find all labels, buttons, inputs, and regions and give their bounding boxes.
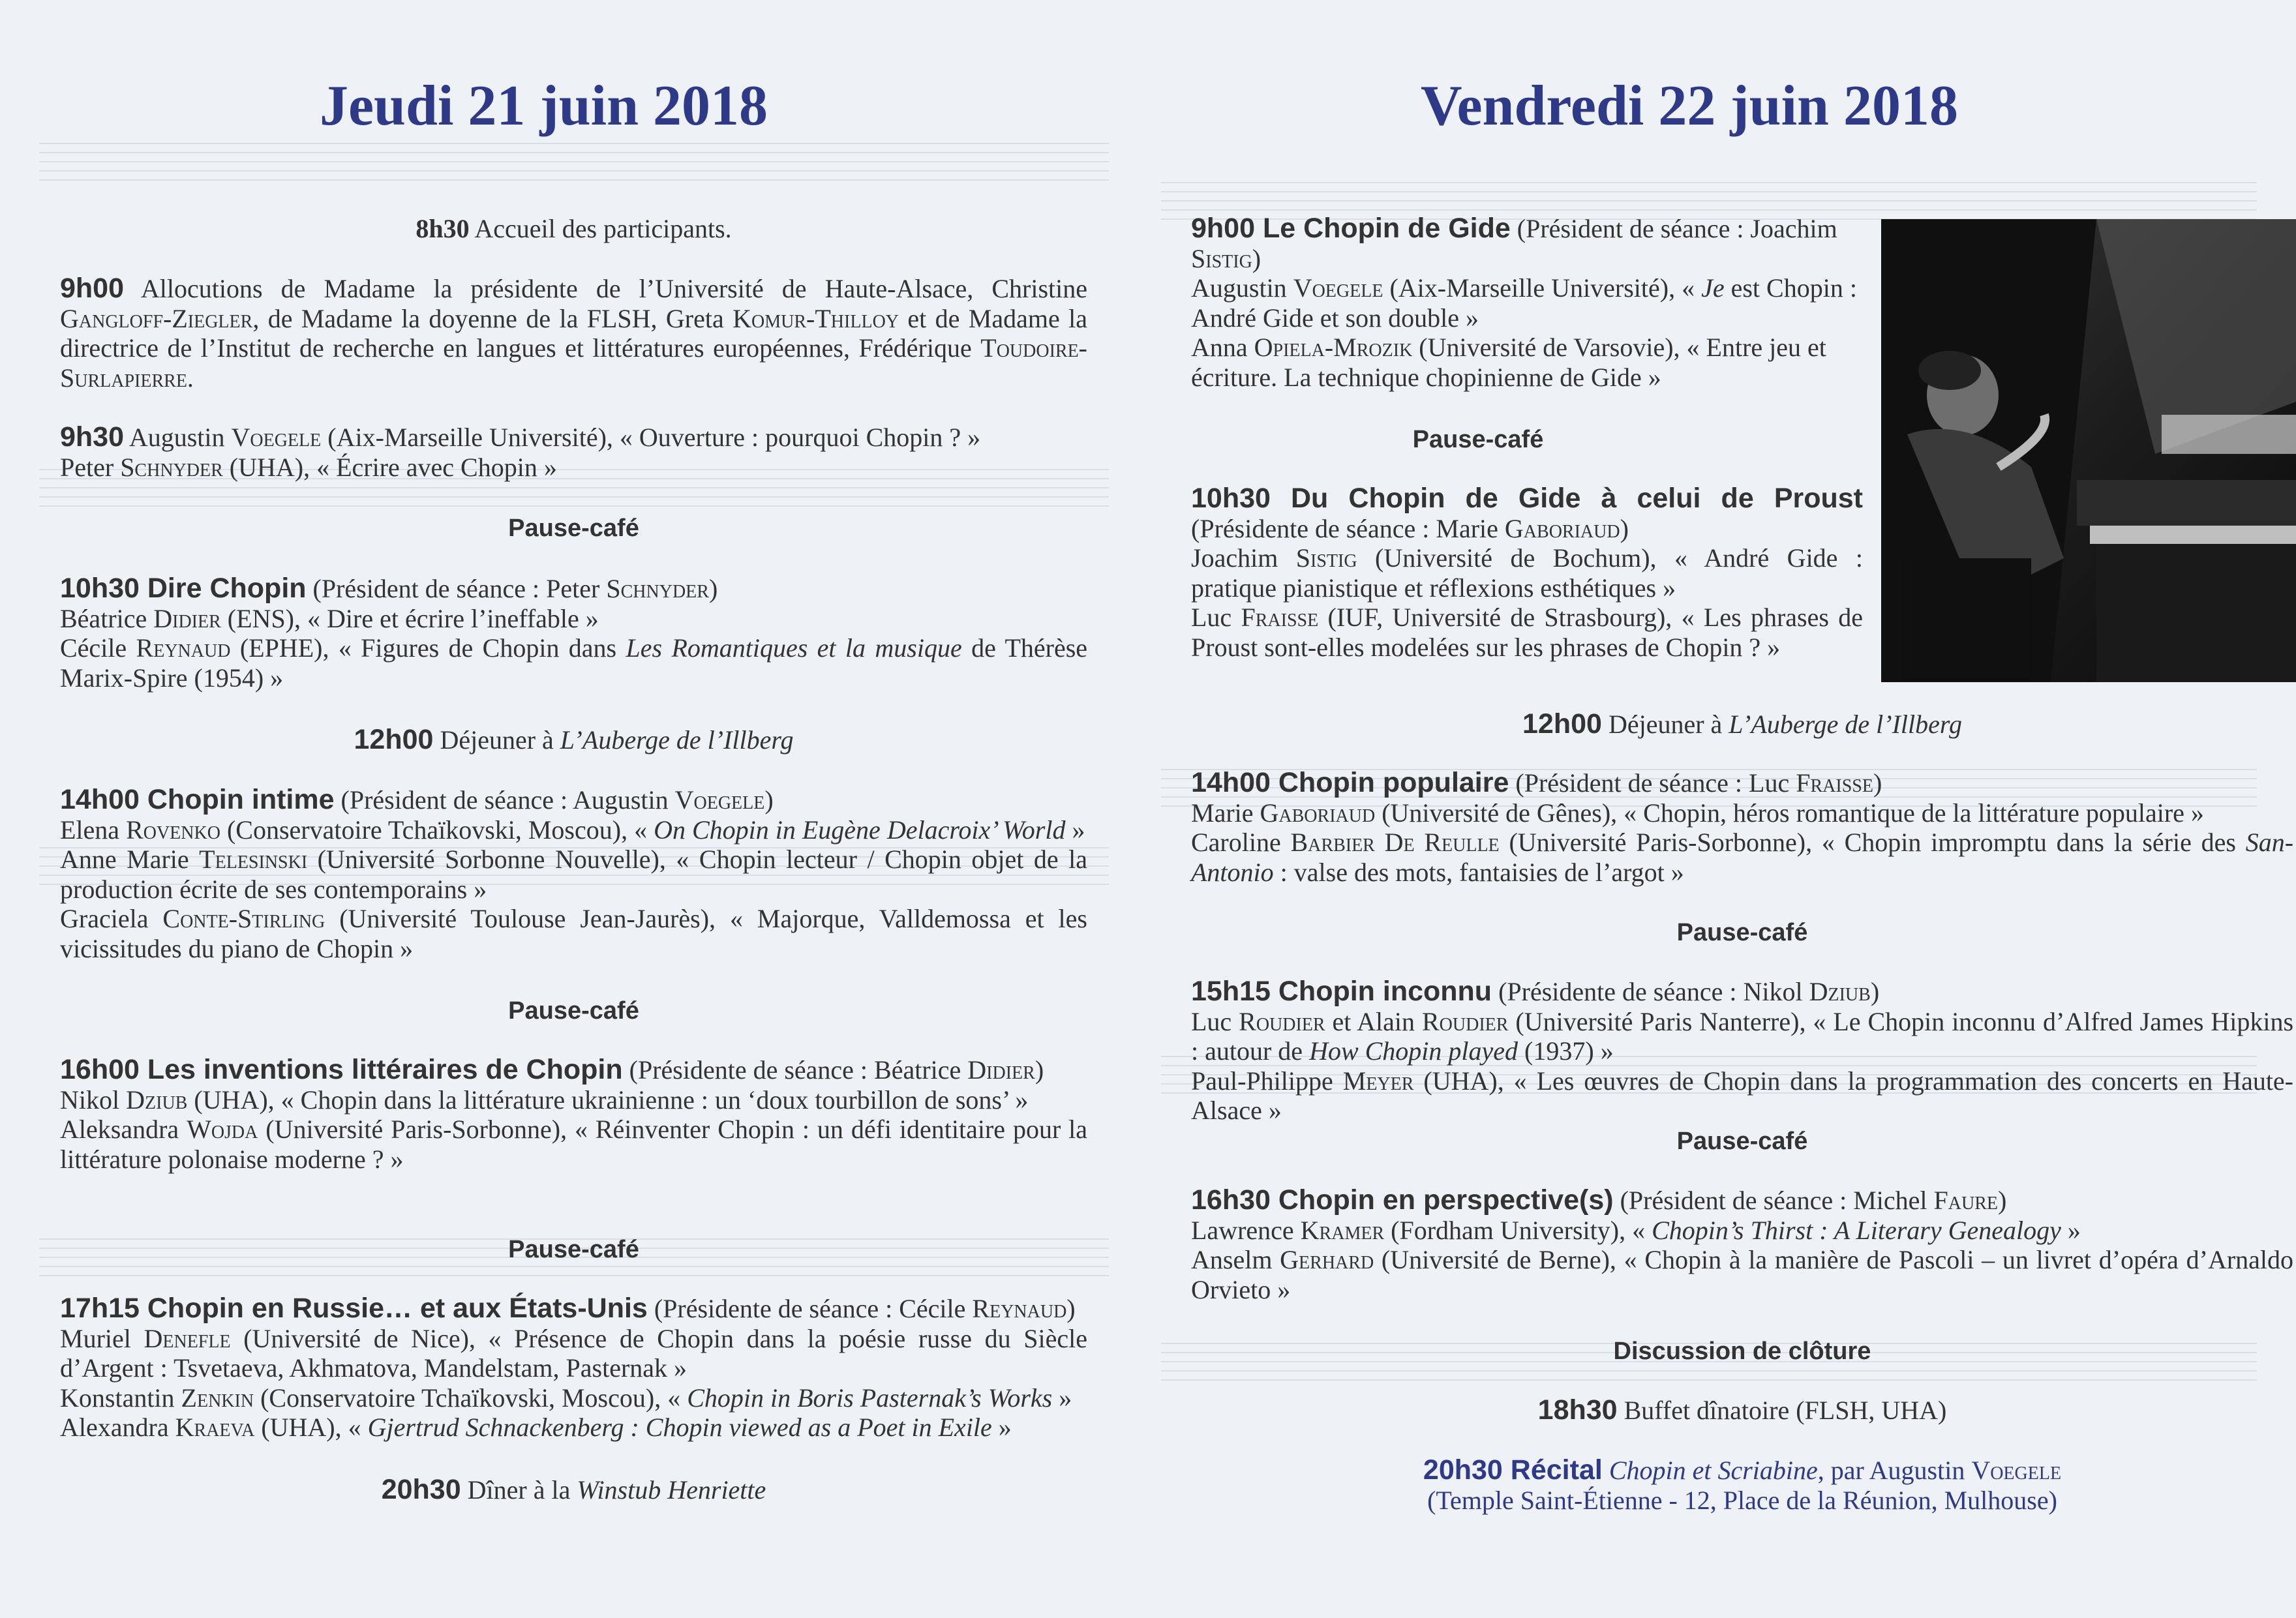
openings-entry: 9h00 Allocutions de Madame la présidente de l’Université de Haute-Alsace, Christine Gangloff-Ziegler, de Madame la doyenne de la FLSH, Greta Komur-Thilloy et de Madame la directrice de l’Institut de recherche en langues et littératures européennes, Frédérique Toudoire-Surlapierre. bbox=[60, 273, 1088, 393]
coffee-break-friday-1: Pause-café bbox=[1412, 426, 1544, 453]
session-friday-1515: 15h15 Chopin inconnu (Présidente de séance : Nikol Dziub) Luc Roudier et Alain Roudier (Université Paris Nanterre), « Le Chopin inconnu d’Alfred James Hipkins : autour de How Chopin played (1937) » Paul-Philippe Meyer (UHA), « Les œuvres de Chopin dans la programmation des concerts en Haute-Alsace » bbox=[1191, 976, 2294, 1125]
photo-gide-at-piano bbox=[1881, 219, 2296, 682]
session-1030: 10h30 Dire Chopin (Président de séance : Peter Schnyder) Béatrice Didier (ENS), « Dire et écrire l’ineffable » Cécile Reynaud (EPHE), « Figures de Chopin dans Les Romantiques et la musique de Thérèse Marix-Spire (1954) » bbox=[60, 573, 1088, 693]
coffee-break-3: Pause-café bbox=[508, 1236, 639, 1263]
buffet-entry: 18h30 Buffet dînatoire (FLSH, UHA) bbox=[1537, 1394, 1947, 1426]
session-friday-1630: 16h30 Chopin en perspective(s) (Président de séance : Michel Faure) Lawrence Kramer (Fordham University), « Chopin’s Thirst : A Literary Genealogy » Anselm Gerhard (Université de Berne), « Chopin à la manière de Pascoli – un livret d’opéra d’Arnaldo Orvieto » bbox=[1191, 1184, 2294, 1304]
session-friday-1030: 10h30 Du Chopin de Gide à celui de Proust (Présidente de séance : Marie Gaboriaud) Joachim Sistig (Université de Bochum), « André Gide : pratique pianistique et réflexions esthétiques » Luc Fraisse (IUF, Université de Strasbourg), « Les phrases de Proust sont-elles modelées sur les phrases de Chopin ? » bbox=[1191, 483, 1864, 662]
session-1715: 17h15 Chopin en Russie… et aux États-Unis (Présidente de séance : Cécile Reynaud) Muriel Denefle (Université de Nice), « Présence de Chopin dans la poésie russe du Siècle d’Argent : Tsvetaeva, Akhmatova, Mandelstam, Pasternak » Konstantin Zenkin (Conservatoire Tchaïkovski, Moscou), « Chopin in Boris Pasternak’s Works » Alexandra Kraeva (UHA), « Gjertrud Schnackenberg : Chopin viewed as a Poet in Exile » bbox=[60, 1293, 1087, 1442]
lunch-entry-friday: 12h00 Déjeuner à L’Auberge de l’Illberg bbox=[1522, 708, 1962, 740]
lunch-entry: 12h00 Déjeuner à L’Auberge de l’Illberg bbox=[354, 724, 794, 755]
dinner-entry: 20h30 Dîner à la Winstub Henriette bbox=[381, 1474, 766, 1505]
recital-entry: 20h30 Récital Chopin et Scriabine, par Augustin Voegele (Temple Saint-Étienne - 12, Place de la Réunion, Mulhouse) bbox=[1191, 1456, 2293, 1515]
day-title-thursday: Jeudi 21 juin 2018 bbox=[320, 74, 768, 138]
session-1400: 14h00 Chopin intime (Président de séance : Augustin Voegele) Elena Rovenko (Conservatoire Tchaïkovski, Moscou), « On Chopin in Eugène Delacroix’ World » Anne Marie Telesinski (Université Sorbonne Nouvelle), « Chopin lecteur / Chopin objet de la production écrite de ses contemporains » Graciela Conte-Stirling (Université Toulouse Jean-Jaurès), « Majorque, Valldemossa et les vicissitudes du piano de Chopin » bbox=[60, 784, 1088, 963]
day-title-friday: Vendredi 22 juin 2018 bbox=[1421, 74, 1958, 138]
session-0930: 9h30 Augustin Voegele (Aix-Marseille Université), « Ouverture : pourquoi Chopin ? » Peter Schnyder (UHA), « Écrire avec Chopin » bbox=[60, 421, 981, 482]
session-0900: 9h00 Le Chopin de Gide (Président de séance : Joachim Sistig) Augustin Voegele (Aix-Marseille Université), « Je est Chopin : André Gide et son double » Anna Opiela-Mrozik (Université de Varsovie), « Entre jeu et écriture. La technique chopinienne de Gide » bbox=[1191, 213, 1857, 392]
welcome-entry: 8h30 Accueil des participants. bbox=[415, 214, 732, 243]
recital-venue: (Temple Saint-Étienne - 12, Place de la Réunion, Mulhouse) bbox=[1427, 1485, 2057, 1515]
coffee-break-1: Pause-café bbox=[508, 515, 639, 542]
coffee-break-friday-3: Pause-café bbox=[1676, 1128, 1808, 1155]
coffee-break-friday-2: Pause-café bbox=[1676, 919, 1808, 946]
coffee-break-2: Pause-café bbox=[508, 997, 639, 1025]
session-1600: 16h00 Les inventions littéraires de Chopin (Présidente de séance : Béatrice Didier) Nikol Dziub (UHA), « Chopin dans la littérature ukrainienne : un ‘doux tourbillon de sons’ » Aleksandra Wojda (Université Paris-Sorbonne), « Réinventer Chopin : un défi identitaire pour la littérature polonaise moderne ? » bbox=[60, 1054, 1088, 1174]
photo-illustration bbox=[1881, 219, 2296, 682]
session-friday-1400: 14h00 Chopin populaire (Président de séance : Luc Fraisse) Marie Gaboriaud (Université de Gênes), « Chopin, héros romantique de la littérature populaire » Caroline Barbier De Reulle (Université Paris-Sorbonne), « Chopin impromptu dans la série des San-Antonio : valse des mots, fantaisies de l’argot » bbox=[1191, 767, 2294, 887]
closing-discussion: Discussion de clôture bbox=[1613, 1338, 1871, 1365]
